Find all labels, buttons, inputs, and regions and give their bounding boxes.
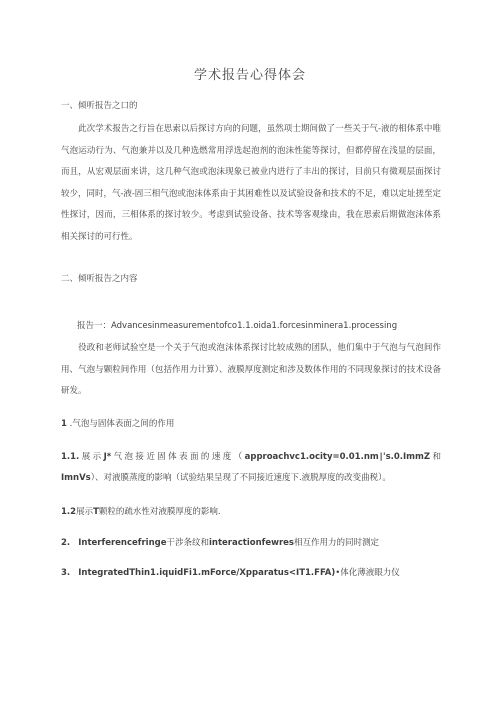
item-1-2-pre: 展示 (76, 507, 94, 517)
item-1-1 (61, 447, 441, 489)
item-1-1-bold-2: approachvc1.ocity=0.01.nm∣'s.0.ImmZ (244, 452, 431, 462)
item-1-number: 1 (61, 419, 67, 429)
item-1-1-mid-2: 和 (430, 452, 441, 462)
item-1-1-pre: 展示 (79, 452, 104, 462)
section-1-paragraph-text: 此次学术报告之行旨在思索以后探讨方向的问题，虽然项士期间做了一些关于气-液的相体系中唯气泡运动行为、气泡兼并以及几种选燃常用浮选起泡剂的泡沫性能等探讨，但都停留在浅显的层面，而且，从宏观层面来讲，这几种气泡或泡沫现象已被业内进行了丰出的探讨，目前只有微观层面探讨较少，同时，气-液-固三相气泡或泡沫体系由于其困难性以及试验设备和技术的不足，难以定址搓至定性探讨，因而，三相体系的探讨较少。考虑到试验设备、技术等客观缘由，我在思索后期做泡沫体系相关探讨的可行性。 (61, 124, 441, 242)
item-1-text: .气泡与固体表面之间的作用 (69, 419, 175, 429)
section-2-heading: 二、倾听报告之内容 (61, 274, 138, 284)
item-1-2-post: 颗粒的疏水性对液膜厚度的影响. (98, 507, 221, 517)
item-2-mid: 干涉条纹和 (166, 538, 209, 548)
section-2-paragraph (61, 338, 441, 403)
item-1-2-number: 1.2 (61, 507, 77, 517)
item-3-bold: IntegratedThin1.iquidFi1.mForce/Xpparatus<IT1.FFA) (78, 568, 336, 578)
item-2-bold-2: interactionfewres (209, 538, 294, 548)
page-title: 学术报告心得体会 (193, 68, 306, 83)
item-2 (61, 534, 451, 552)
item-1-1-bold-3: ImnVs (61, 473, 91, 483)
item-2-bold-1: Interferencefringe (78, 538, 167, 548)
section-1-paragraph (61, 119, 441, 249)
item-1 (61, 415, 451, 433)
item-3 (61, 564, 451, 582)
item-1-1-post: ）、对液膜蒸度的影响（试验结果呈现了不同接近速度下.液脱厚度的改变曲税）。 (90, 473, 391, 483)
section-1-heading: 一、倾听报告之口的 (61, 101, 138, 111)
item-1-1-bold-1: J* (103, 452, 112, 462)
item-3-post: •体化薄液眼力仪 (335, 568, 400, 578)
item-3-number: 3. (61, 568, 71, 578)
item-1-1-number: 1.1. (61, 452, 80, 462)
item-2-number: 2. (61, 538, 71, 548)
item-2-post: 相互作用力的同时测定 (293, 538, 379, 548)
report-one-line (77, 317, 467, 335)
report-one-text: 报告一：Advancesinmeasurementofco1.1.oida1.forcesinminera1.processing (77, 321, 398, 331)
section-2-paragraph-text: 役政和老师试验空是一个关于气泡或泡沫体系探讨比较成熟的团队，他们集中于气泡与气泡间作用、气泡与颗粒间作用（包括作用力计算）、液膜厚度测定和涉及数体作用的不同现象探讨的技术设备研发。 (61, 343, 441, 397)
item-1-1-mid-1: 气泡接近固体表面的速度（ (111, 452, 245, 462)
item-1-2 (61, 503, 451, 521)
item-1-2-bold: T (93, 507, 99, 517)
